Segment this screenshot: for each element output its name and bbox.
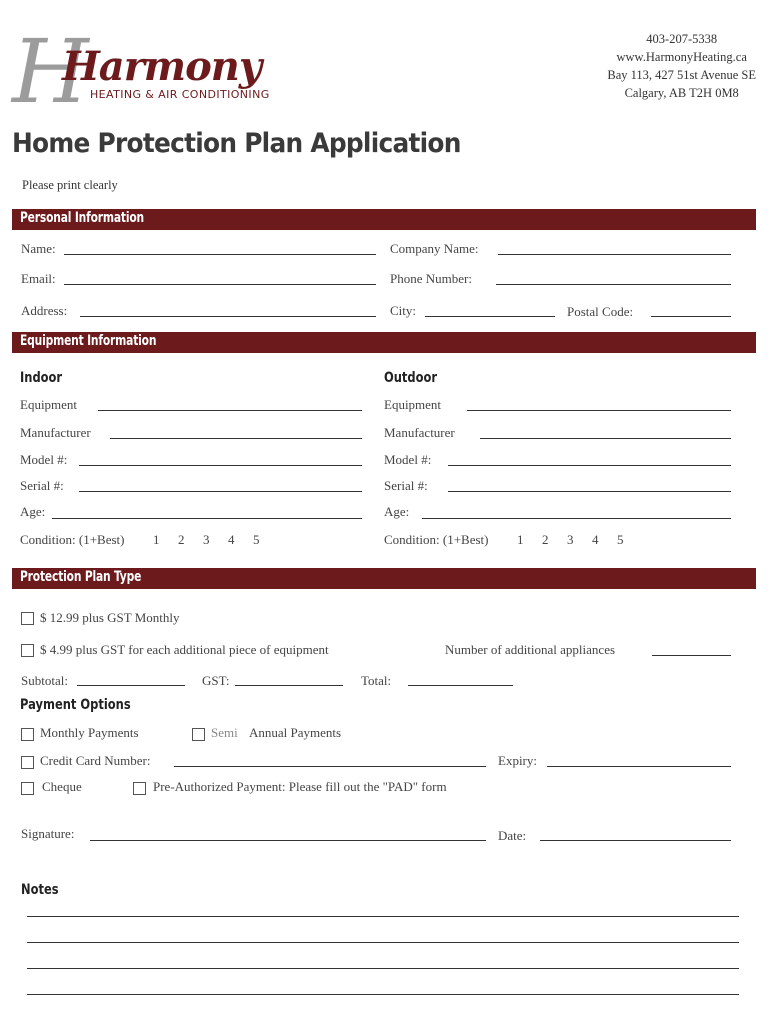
indoor-equipment-field[interactable] [98,410,362,411]
contact-phone: 403-207-5338 [646,32,718,46]
outdoor-manufacturer-label: Manufacturer [384,425,455,440]
name-field[interactable] [64,254,376,255]
section-band-equipment [12,332,756,353]
plan-monthly-label: $ 12.99 plus GST Monthly [40,610,180,625]
total-label: Total: [361,673,392,688]
city-label: City: [390,303,417,318]
address-label: Address: [21,303,68,318]
section-title: Protection Plan Type [20,569,142,585]
outdoor-model-label: Model #: [384,452,432,467]
expiry-label: Expiry: [498,753,537,768]
gst-label: GST: [202,673,230,688]
indoor-condition-label: Condition: (1+Best) [20,532,125,547]
subtotal-label: Subtotal: [21,673,68,688]
credit-card-label: Credit Card Number: [40,753,151,768]
company-label: Company Name: [390,241,479,256]
plan-monthly-checkbox[interactable] [21,612,34,625]
rating-1[interactable]: 1 [153,532,160,547]
outdoor-equipment-label: Equipment [384,397,442,412]
contact-block [607,30,756,102]
form-title: Home Protection Plan Application [12,128,461,159]
company-field[interactable] [498,254,731,255]
notes-heading: Notes [21,882,59,898]
signature-label: Signature: [21,826,75,841]
rating-4[interactable]: 4 [592,532,599,547]
preauth-label: Pre-Authorized Payment: Please fill out the "PAD" form [153,779,447,794]
monthly-payments-checkbox[interactable] [21,728,34,741]
payment-heading: Payment Options [20,697,131,713]
date-label: Date: [498,828,527,843]
notes-line[interactable] [27,942,739,943]
gst-field[interactable] [235,685,343,686]
postal-field[interactable] [651,316,731,317]
indoor-model-field[interactable] [79,465,362,466]
credit-card-field[interactable] [174,766,486,767]
indoor-condition-scale[interactable] [153,532,278,548]
outdoor-serial-label: Serial #: [384,478,428,493]
rating-5[interactable]: 5 [253,532,260,547]
monthly-payments-label: Monthly Payments [40,725,139,740]
outdoor-age-field[interactable] [422,518,731,519]
address-field[interactable] [80,316,376,317]
outdoor-manufacturer-field[interactable] [480,438,731,439]
phone-field[interactable] [496,284,731,285]
email-field[interactable] [64,284,376,285]
indoor-age-label: Age: [20,504,46,519]
outdoor-serial-field[interactable] [448,491,731,492]
company-logo [10,22,290,112]
additional-count-field[interactable] [652,655,731,656]
contact-address: Bay 113, 427 51st Avenue SE [607,68,756,82]
date-field[interactable] [540,840,731,841]
preauth-checkbox[interactable] [133,782,146,795]
rating-3[interactable]: 3 [203,532,210,547]
outdoor-condition-scale[interactable] [517,532,642,548]
notes-line[interactable] [27,916,739,917]
form-instruction: Please print clearly [22,178,118,192]
cheque-checkbox[interactable] [21,782,34,795]
expiry-field[interactable] [547,766,731,767]
subtotal-field[interactable] [77,685,185,686]
indoor-model-label: Model #: [20,452,68,467]
notes-line[interactable] [27,994,739,995]
outdoor-heading: Outdoor [384,370,438,386]
total-field[interactable] [408,685,513,686]
phone-label: Phone Number: [390,271,472,286]
credit-card-checkbox[interactable] [21,756,34,769]
indoor-manufacturer-label: Manufacturer [20,425,91,440]
semi-annual-checkbox[interactable] [192,728,205,741]
section-band-plan [12,568,756,589]
name-label: Name: [21,241,56,256]
outdoor-model-field[interactable] [448,465,731,466]
rating-5[interactable]: 5 [617,532,624,547]
outdoor-equipment-field[interactable] [467,410,731,411]
section-title: Equipment Information [20,333,157,349]
indoor-heading: Indoor [20,370,63,386]
rating-2[interactable]: 2 [178,532,185,547]
rating-2[interactable]: 2 [542,532,549,547]
additional-count-label: Number of additional appliances [445,642,616,657]
city-field[interactable] [425,316,555,317]
logo-tagline: HEATING & AIR CONDITIONING [90,88,270,101]
outdoor-age-label: Age: [384,504,410,519]
plan-additional-checkbox[interactable] [21,644,34,657]
plan-additional-label: $ 4.99 plus GST for each additional piece of equipment [40,642,329,657]
logo-wordmark: Harmony [62,43,262,90]
contact-website[interactable]: www.HarmonyHeating.ca [616,50,747,64]
section-band-personal [12,209,756,230]
contact-city: Calgary, AB T2H 0M8 [624,86,739,100]
rating-1[interactable]: 1 [517,532,524,547]
indoor-serial-field[interactable] [79,491,362,492]
indoor-equipment-label: Equipment [20,397,78,412]
indoor-age-field[interactable] [52,518,362,519]
notes-line[interactable] [27,968,739,969]
section-title: Personal Information [20,210,145,226]
semi-label: Semi [211,725,238,740]
annual-payments-label: Annual Payments [249,725,342,740]
indoor-manufacturer-field[interactable] [110,438,362,439]
postal-label: Postal Code: [567,304,634,319]
rating-3[interactable]: 3 [567,532,574,547]
cheque-label: Cheque [42,779,82,794]
logo-monogram-h: H [12,22,89,112]
signature-field[interactable] [90,840,486,841]
outdoor-condition-label: Condition: (1+Best) [384,532,489,547]
indoor-serial-label: Serial #: [20,478,64,493]
email-label: Email: [21,271,56,286]
rating-4[interactable]: 4 [228,532,235,547]
